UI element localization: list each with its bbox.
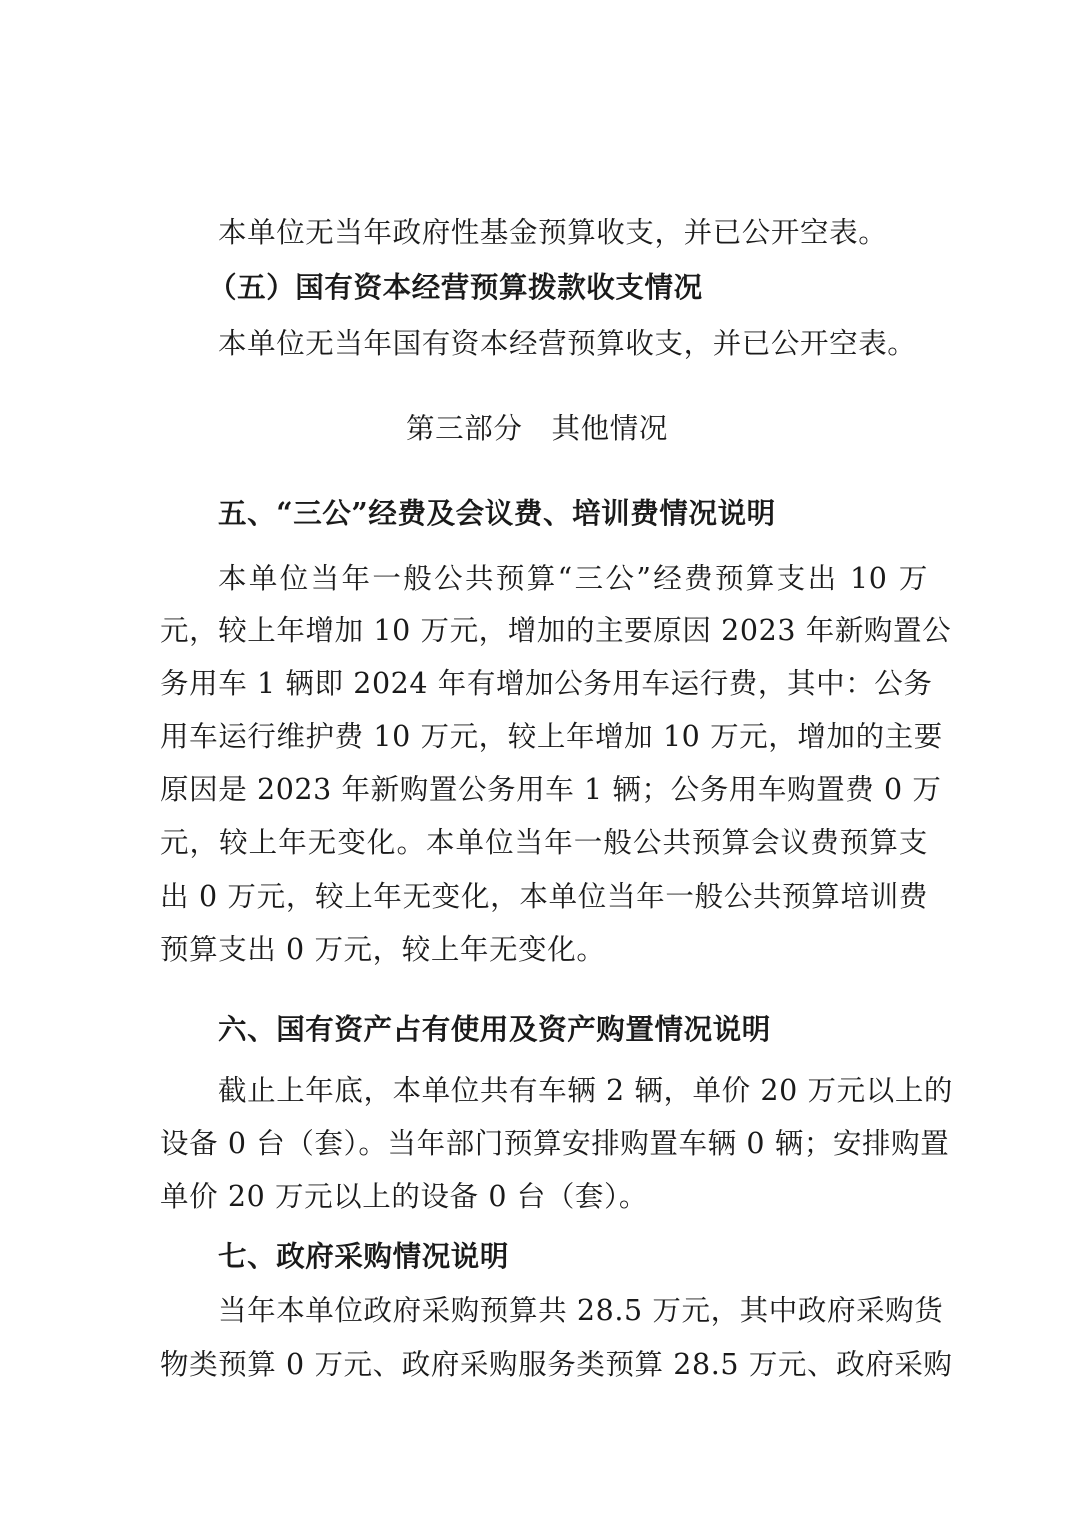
paragraph-line: 本单位无当年政府性基金预算收支，并已公开空表。 [218,215,888,249]
paragraph-line: 预算支出 0 万元，较上年无变化。 [160,932,606,966]
paragraph-line: 出 0 万元，较上年无变化，本单位当年一般公共预算培训费 [160,879,928,913]
section-heading: 五、“三公”经费及会议费、培训费情况说明 [218,495,776,530]
paragraph-line: 本单位无当年国有资本经营预算收支，并已公开空表。 [218,326,917,360]
section-heading: 七、政府采购情况说明 [218,1238,510,1273]
paragraph-line: 务用车 1 辆即 2024 年有增加公务用车运行费，其中：公务 [160,666,933,700]
paragraph-line: 当年本单位政府采购预算共 28.5 万元，其中政府采购货 [218,1293,944,1327]
paragraph-line: 原因是 2023 年新购置公务用车 1 辆；公务用车购置费 0 万 [160,772,942,806]
paragraph-line: 设备 0 台（套）。当年部门预算安排购置车辆 0 辆；安排购置 [160,1126,950,1160]
paragraph-line: 单价 20 万元以上的设备 0 台（套）。 [160,1179,648,1213]
part-title: 第三部分 其他情况 [406,411,668,445]
section-heading: 六、国有资产占有使用及资产购置情况说明 [218,1011,771,1046]
paragraph-line: 截止上年底，本单位共有车辆 2 辆，单价 20 万元以上的 [218,1073,954,1107]
subsection-heading: （五）国有资本经营预算拨款收支情况 [208,269,703,304]
paragraph-line: 元，较上年增加 10 万元，增加的主要原因 2023 年新购置公 [160,613,952,647]
paragraph-line: 物类预算 0 万元、政府采购服务类预算 28.5 万元、政府采购 [160,1347,953,1381]
paragraph-line: 用车运行维护费 10 万元，较上年增加 10 万元，增加的主要 [160,719,943,753]
paragraph-line: 元，较上年无变化。本单位当年一般公共预算会议费预算支 [160,825,928,859]
paragraph-line: 本单位当年一般公共预算“三公”经费预算支出 10 万 [218,561,928,595]
